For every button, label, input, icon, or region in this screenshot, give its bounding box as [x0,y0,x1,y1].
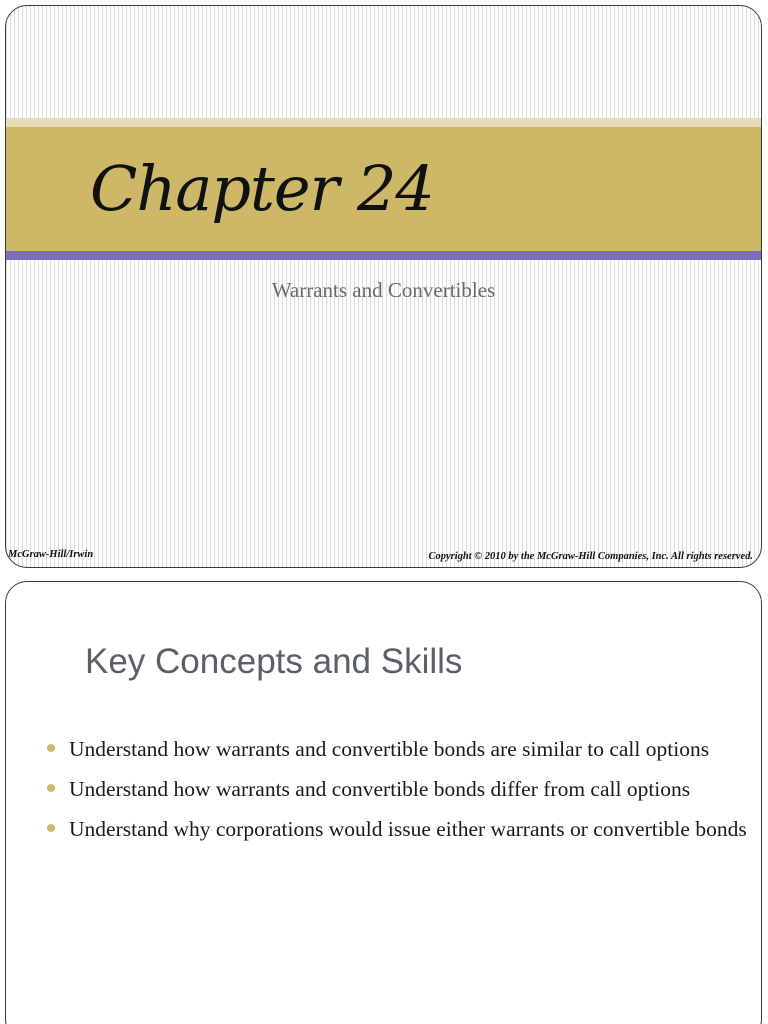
cream-accent-strip [6,118,761,127]
chapter-subtitle: Warrants and Convertibles [271,278,496,302]
copyright-footer: Copyright © 2010 by the McGraw-Hill Companies, Inc. All rights reserved. [428,551,753,562]
title-slide [5,5,762,568]
bullet-dot-icon [47,824,55,832]
bullet-item [69,812,749,846]
bullet-text: Understand how warrants and convertible bonds are similar to call options [69,737,710,761]
bullet-item [69,772,749,806]
bullet-dot-icon [47,784,55,792]
purple-accent-line [6,251,761,260]
content-slide [5,581,762,1024]
chapter-title: Chapter 24 [90,152,434,225]
publisher-footer: McGraw-Hill/Irwin [8,549,94,560]
bullet-text: Understand how warrants and convertible bonds differ from call options [69,777,691,801]
bullet-item [69,732,749,766]
slide-title: Key Concepts and Skills [85,642,463,681]
bullet-text: Understand why corporations would issue either warrants or convertible bonds [69,817,747,841]
bullet-dot-icon [47,744,55,752]
bullet-list [69,732,749,852]
